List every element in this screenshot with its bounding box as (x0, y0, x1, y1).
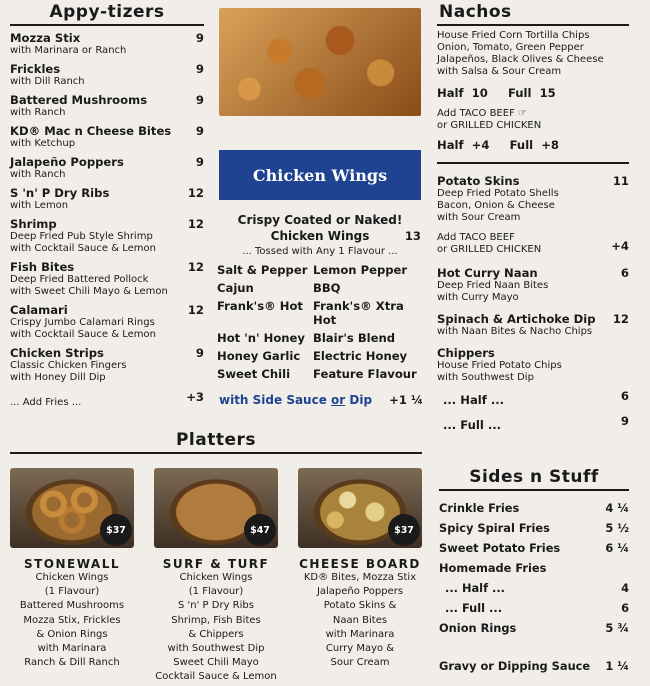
side-item (439, 541, 629, 555)
sides-list (439, 501, 629, 635)
item-name: S 'n' P Dry Ribs (10, 186, 110, 200)
side-name: ... Full ... (445, 601, 503, 615)
platter-photo (298, 468, 422, 548)
platter-desc: Chicken Wings (179, 572, 253, 583)
item-desc: with Honey Dill Dip (10, 372, 106, 383)
platter-card (10, 468, 134, 685)
item-name: Fish Bites (10, 260, 75, 274)
side-item (439, 601, 629, 615)
item-desc: Deep Fried Naan Bites (437, 280, 549, 291)
chippers-half-price: 6 (620, 389, 629, 403)
gravy-label: Gravy or Dipping Sauce (439, 659, 591, 673)
item-name: Battered Mushrooms (10, 93, 148, 107)
platter-price-badge: $37 (100, 514, 132, 546)
side-item (439, 581, 629, 595)
item-price: 9 (195, 346, 204, 360)
wings-section (217, 0, 423, 407)
appetizers-section (10, 0, 204, 409)
side-name: Homemade Fries (439, 561, 547, 575)
menu-item-curry-naan (437, 266, 629, 304)
item-name: Frickles (10, 62, 61, 76)
nachos-half-price: 10 (471, 86, 488, 100)
side-item (439, 561, 629, 575)
menu-item (10, 93, 204, 119)
flavour-option: Electric Honey (313, 349, 408, 363)
item-desc: with Ranch (10, 107, 66, 118)
menu-item-potato-skins (437, 174, 629, 224)
nachos-add-full-label: Full (509, 138, 534, 152)
item-price: 9 (195, 155, 204, 169)
platters-heading: Platters (10, 430, 422, 454)
flavour-option: Salt & Pepper (217, 263, 308, 277)
side-name: Spicy Spiral Fries (439, 521, 550, 535)
flavour-option: Sweet Chili (217, 367, 291, 381)
chippers-full-row (437, 414, 629, 433)
side-sauce-row (217, 393, 423, 407)
side-name: Sweet Potato Fries (439, 541, 561, 555)
item-name: Calamari (10, 303, 68, 317)
platter-desc: Battered Mushrooms (19, 600, 125, 612)
side-sauce-price: +1 ¼ (389, 393, 423, 407)
menu-item (10, 186, 204, 212)
item-desc: with Cocktail Sauce & Lemon (10, 243, 156, 254)
item-name: Shrimp (10, 217, 57, 231)
skins-add-on (437, 232, 629, 256)
side-item (439, 501, 629, 515)
platter-desc: (1 Flavour) (44, 586, 100, 598)
item-desc: with Naan Bites & Nacho Chips (437, 326, 593, 337)
platter-desc: Shrimp, Fish Bites (171, 614, 261, 626)
platter-card (154, 468, 278, 685)
nachos-add-half-label: Half (437, 138, 464, 152)
nachos-desc-line: Onion, Tomato, Green Pepper (437, 42, 584, 53)
flavour-option: Frank's® Xtra Hot (313, 299, 404, 327)
add-fries-label: ... Add Fries ... (10, 397, 82, 408)
item-price: 9 (195, 93, 204, 107)
platter-desc: Cocktail Sauce & Lemon (155, 671, 277, 683)
nachos-add-sizes (437, 138, 629, 152)
skins-add-line2: or GRILLED CHICKEN (437, 244, 542, 255)
flavour-option: BBQ (313, 281, 341, 295)
item-price: 12 (187, 303, 204, 317)
nachos-full-label: Full (507, 86, 532, 100)
item-desc: Deep Fried Battered Pollock (10, 274, 149, 285)
platter-name: CHEESE BOARD (299, 557, 421, 571)
nachos-section (437, 0, 629, 433)
flavour-list (217, 263, 423, 381)
nachos-divider (437, 162, 629, 164)
item-desc: with Dill Ranch (10, 76, 85, 87)
item-price: 6 (620, 266, 629, 280)
menu-item (10, 155, 204, 181)
side-price: 6 ¼ (605, 541, 629, 555)
nachos-sizes (437, 86, 629, 100)
item-name: Hot Curry Naan (437, 266, 538, 280)
flavour-option: Honey Garlic (217, 349, 301, 363)
sides-section (439, 467, 629, 673)
item-price: 12 (612, 312, 629, 326)
platter-desc: with Marinara (325, 628, 395, 640)
item-desc: Deep Fried Pub Style Shrimp (10, 231, 153, 242)
nachos-heading: Nachos (437, 2, 629, 26)
chicken-wings-banner: Chicken Wings (219, 150, 421, 200)
wings-line1: Crispy Coated or Naked! (237, 213, 403, 227)
platter-desc: Potato Skins & (323, 600, 397, 612)
side-sauce-text-b: Dip (345, 393, 373, 407)
item-desc: House Fried Potato Chips (437, 360, 562, 371)
platters-section (10, 430, 422, 685)
menu-item (10, 346, 204, 384)
wings-price: 13 (404, 229, 421, 243)
item-desc: Classic Chicken Fingers (10, 360, 127, 371)
platter-desc: Sweet Chili Mayo (173, 657, 259, 669)
menu-item (10, 217, 204, 255)
wings-tossed-note: ... Tossed with Any 1 Flavour ... (242, 246, 398, 257)
item-desc: with Sour Cream (437, 212, 521, 223)
wings-line2: Chicken Wings (270, 229, 370, 243)
side-price: 4 ¼ (605, 501, 629, 515)
menu-item (10, 303, 204, 341)
side-item (439, 621, 629, 635)
item-price: 9 (195, 31, 204, 45)
chippers-half-label: ... Half ... (443, 393, 505, 407)
platter-name: STONEWALL (23, 557, 121, 571)
nachos-desc-line: Jalapeños, Black Olives & Cheese (437, 54, 604, 65)
appetizers-list (10, 31, 204, 384)
platter-desc: & Chippers (188, 628, 244, 640)
item-price: 9 (195, 62, 204, 76)
chicken-wings-photo (219, 8, 421, 116)
item-desc: with Ranch (10, 169, 66, 180)
add-fries-row (10, 390, 204, 409)
item-desc: Deep Fried Potato Shells (437, 188, 559, 199)
platters-list (10, 468, 422, 685)
menu-item-spinach-dip (437, 312, 629, 338)
item-name: Potato Skins (437, 174, 520, 188)
flavour-option: Frank's® Hot (217, 299, 303, 313)
side-item (439, 521, 629, 535)
wings-title (217, 212, 423, 244)
item-desc: with Cocktail Sauce & Lemon (10, 329, 156, 340)
side-price: 5 ½ (605, 521, 629, 535)
flavour-option: Hot 'n' Honey (217, 331, 305, 345)
nachos-add-on (437, 108, 629, 132)
item-price: 12 (187, 260, 204, 274)
chippers-half-row (437, 389, 629, 408)
pointing-hand-icon: ☞ (518, 108, 527, 119)
side-sauce-or: or (331, 393, 346, 407)
platter-desc: Chicken Wings (35, 572, 109, 583)
item-price: 12 (187, 217, 204, 231)
platter-photo (154, 468, 278, 548)
flavour-option: Lemon Pepper (313, 263, 408, 277)
nachos-desc-line: with Salsa & Sour Cream (437, 66, 562, 77)
side-name: Crinkle Fries (439, 501, 520, 515)
flavour-option: Cajun (217, 281, 254, 295)
platter-desc: S 'n' P Dry Ribs (178, 600, 254, 612)
menu-item (10, 260, 204, 298)
side-price: 4 (621, 581, 629, 595)
nachos-half-label: Half (437, 86, 464, 100)
side-price: 5 ¾ (605, 621, 629, 635)
side-name: Onion Rings (439, 621, 517, 635)
nachos-add-full-price: +8 (541, 138, 559, 152)
item-desc: with Marinara or Ranch (10, 45, 127, 56)
menu-item (10, 124, 204, 150)
sides-heading: Sides n Stuff (439, 467, 629, 491)
platter-desc: Curry Mayo & (325, 643, 395, 655)
platter-desc: & Onion Rings (36, 628, 108, 640)
item-name: KD® Mac n Cheese Bites (10, 124, 172, 138)
item-desc: with Lemon (10, 200, 69, 211)
platter-desc: with Marinara (37, 643, 107, 655)
side-name: ... Half ... (445, 581, 505, 595)
skins-add-line1: Add TACO BEEF (437, 232, 515, 243)
item-name: Spinach & Artichoke Dip (437, 312, 596, 326)
chippers-full-price: 9 (620, 414, 629, 428)
gravy-price: 1 ¼ (605, 659, 629, 673)
platter-card (298, 468, 422, 685)
platter-desc: Jalapeño Poppers (316, 586, 404, 598)
item-name: Chicken Strips (10, 346, 104, 360)
item-name: Chippers (437, 346, 495, 360)
item-desc: Crispy Jumbo Calamari Rings (10, 317, 155, 328)
appetizers-heading: Appy-tizers (10, 2, 204, 26)
platter-photo (10, 468, 134, 548)
platter-price-badge: $47 (244, 514, 276, 546)
platter-name: SURF & TURF (162, 557, 270, 571)
platter-desc: Sour Cream (330, 657, 390, 669)
side-price: 6 (621, 601, 629, 615)
nachos-add-line1 (437, 108, 629, 120)
item-price: 11 (612, 174, 629, 188)
flavour-option: Feature Flavour (313, 367, 417, 381)
chippers-full-label: ... Full ... (443, 418, 502, 432)
platter-desc: KD® Bites, Mozza Stix (303, 572, 417, 583)
item-desc: with Sweet Chili Mayo & Lemon (10, 286, 168, 297)
nachos-full-price: 15 (539, 86, 556, 100)
platter-desc: Ranch & Dill Ranch (24, 657, 120, 669)
platter-desc: Naan Bites (332, 614, 388, 626)
item-desc: with Ketchup (10, 138, 76, 149)
platter-desc: with Southwest Dip (167, 643, 265, 655)
nachos-add-half-price: +4 (471, 138, 490, 152)
nachos-desc-line: House Fried Corn Tortilla Chips (437, 30, 590, 41)
menu-item (10, 62, 204, 88)
item-name: Jalapeño Poppers (10, 155, 124, 169)
item-desc: with Southwest Dip (437, 372, 534, 383)
platter-price-badge: $37 (388, 514, 420, 546)
platter-desc: (1 Flavour) (188, 586, 244, 598)
flavour-option: Blair's Blend (313, 331, 396, 345)
platter-desc: Mozza Stix, Frickles (23, 614, 121, 626)
gravy-row (439, 659, 629, 673)
nachos-add-line2: or GRILLED CHICKEN (437, 120, 542, 131)
item-desc: Bacon, Onion & Cheese (437, 200, 555, 211)
nachos-desc (437, 30, 629, 78)
add-fries-price: +3 (186, 390, 204, 404)
item-price: 12 (187, 186, 204, 200)
menu-item (10, 31, 204, 57)
item-name: Mozza Stix (10, 31, 81, 45)
item-desc: with Curry Mayo (437, 292, 519, 303)
item-price: 9 (195, 124, 204, 138)
side-sauce-text-a: with Side Sauce (219, 393, 332, 407)
menu-item-chippers (437, 346, 629, 384)
skins-add-price: +4 (611, 239, 629, 253)
nachos-add-text: Add TACO BEEF (437, 108, 515, 119)
